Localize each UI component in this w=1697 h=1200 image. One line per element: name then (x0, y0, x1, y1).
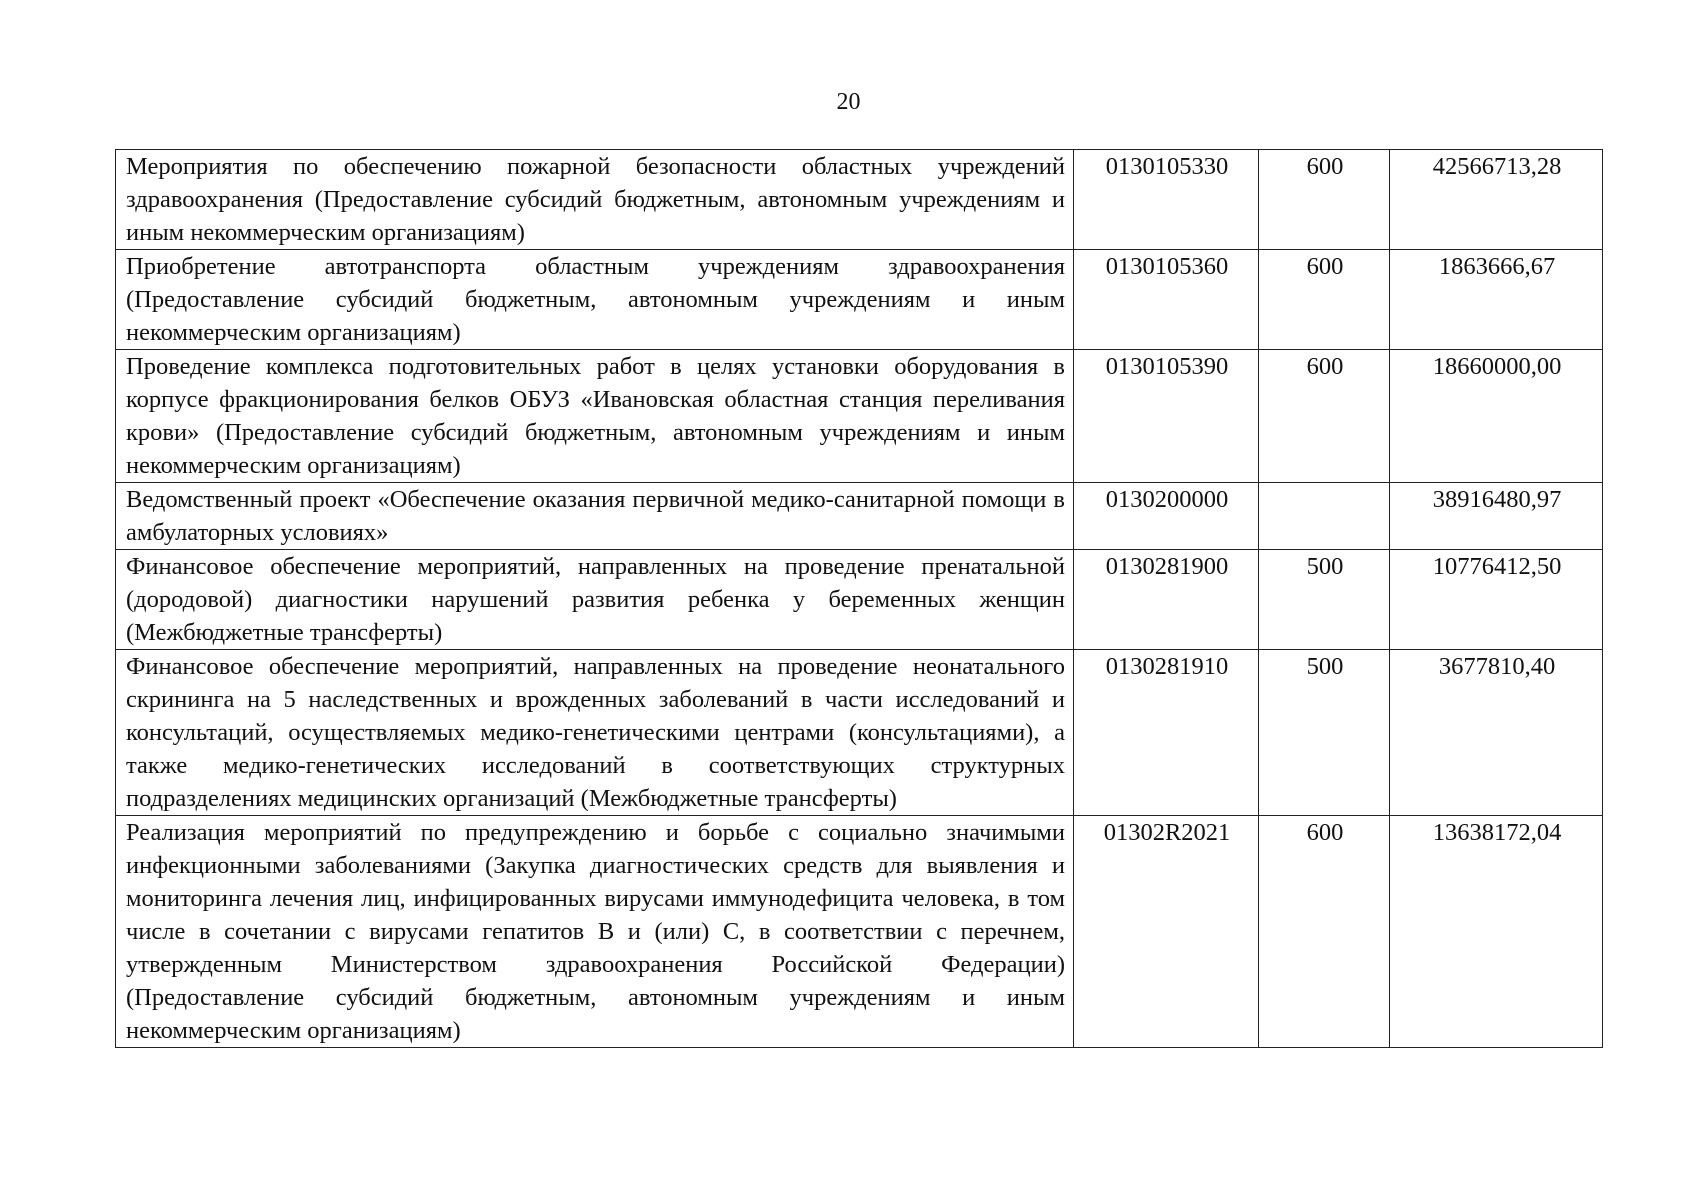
table-row (116, 816, 1603, 1048)
row-expense-type: 600 (1259, 150, 1390, 250)
row-code: 0130105360 (1074, 250, 1259, 350)
page-number: 20 (836, 89, 861, 115)
row-code: 0130200000 (1074, 483, 1259, 550)
row-sum: 13638172,04 (1390, 816, 1603, 1048)
table-row (116, 650, 1603, 816)
table-row (116, 150, 1603, 250)
budget-table (115, 149, 1603, 1048)
row-expense-type: 500 (1259, 550, 1390, 650)
row-sum: 38916480,97 (1390, 483, 1603, 550)
row-name: Приобретение автотранспорта областным учреждениям здравоохранения (Предоставление субсидий бюджетным, автономным учреждениям и иным некоммерческим организациям) (116, 250, 1074, 350)
row-code: 0130281910 (1074, 650, 1259, 816)
row-sum: 1863666,67 (1390, 250, 1603, 350)
row-code: 0130281900 (1074, 550, 1259, 650)
row-expense-type: 600 (1259, 816, 1390, 1048)
row-expense-type: 500 (1259, 650, 1390, 816)
table-row (116, 250, 1603, 350)
row-sum: 42566713,28 (1390, 150, 1603, 250)
row-name: Мероприятия по обеспечению пожарной безопасности областных учреждений здравоохранения (Предоставление субсидий бюджетным, автономным учреждениям и иным некоммерческим организациям) (116, 150, 1074, 250)
row-sum: 3677810,40 (1390, 650, 1603, 816)
row-name: Реализация мероприятий по предупреждению и борьбе с социально значимыми инфекционными заболеваниями (Закупка диагностических средств для выявления и мониторинга лечения лиц, инфицированных вирусами иммунодефицита человека, в том числе в сочетании с вирусами гепатитов B и (или) C, в соответствии с перечнем, утвержденным Министерством здравоохранения Российской Федерации) (Предоставление субсидий бюджетным, автономным учреждениям и иным некоммерческим организациям) (116, 816, 1074, 1048)
row-code: 0130105330 (1074, 150, 1259, 250)
row-name: Финансовое обеспечение мероприятий, направленных на проведение пренатальной (дородовой) диагностики нарушений развития ребенка у беременных женщин (Межбюджетные трансферты) (116, 550, 1074, 650)
table-row (116, 550, 1603, 650)
row-sum: 18660000,00 (1390, 350, 1603, 483)
row-expense-type: 600 (1259, 250, 1390, 350)
row-name: Проведение комплекса подготовительных работ в целях установки оборудования в корпусе фракционирования белков ОБУЗ «Ивановская областная станция переливания крови» (Предоставление субсидий бюджетным, автономным учреждениям и иным некоммерческим организациям) (116, 350, 1074, 483)
row-expense-type: 600 (1259, 350, 1390, 483)
table-row (116, 350, 1603, 483)
row-expense-type (1259, 483, 1390, 550)
row-sum: 10776412,50 (1390, 550, 1603, 650)
row-name: Финансовое обеспечение мероприятий, направленных на проведение неонатального скрининга на 5 наследственных и врожденных заболеваний в части исследований и консультаций, осуществляемых медико-генетическими центрами (консультациями), а также медико-генетических исследований в соответствующих структурных подразделениях медицинских организаций (Межбюджетные трансферты) (116, 650, 1074, 816)
row-name: Ведомственный проект «Обеспечение оказания первичной медико-санитарной помощи в амбулаторных условиях» (116, 483, 1074, 550)
row-code: 0130105390 (1074, 350, 1259, 483)
row-code: 01302R2021 (1074, 816, 1259, 1048)
table-row (116, 483, 1603, 550)
